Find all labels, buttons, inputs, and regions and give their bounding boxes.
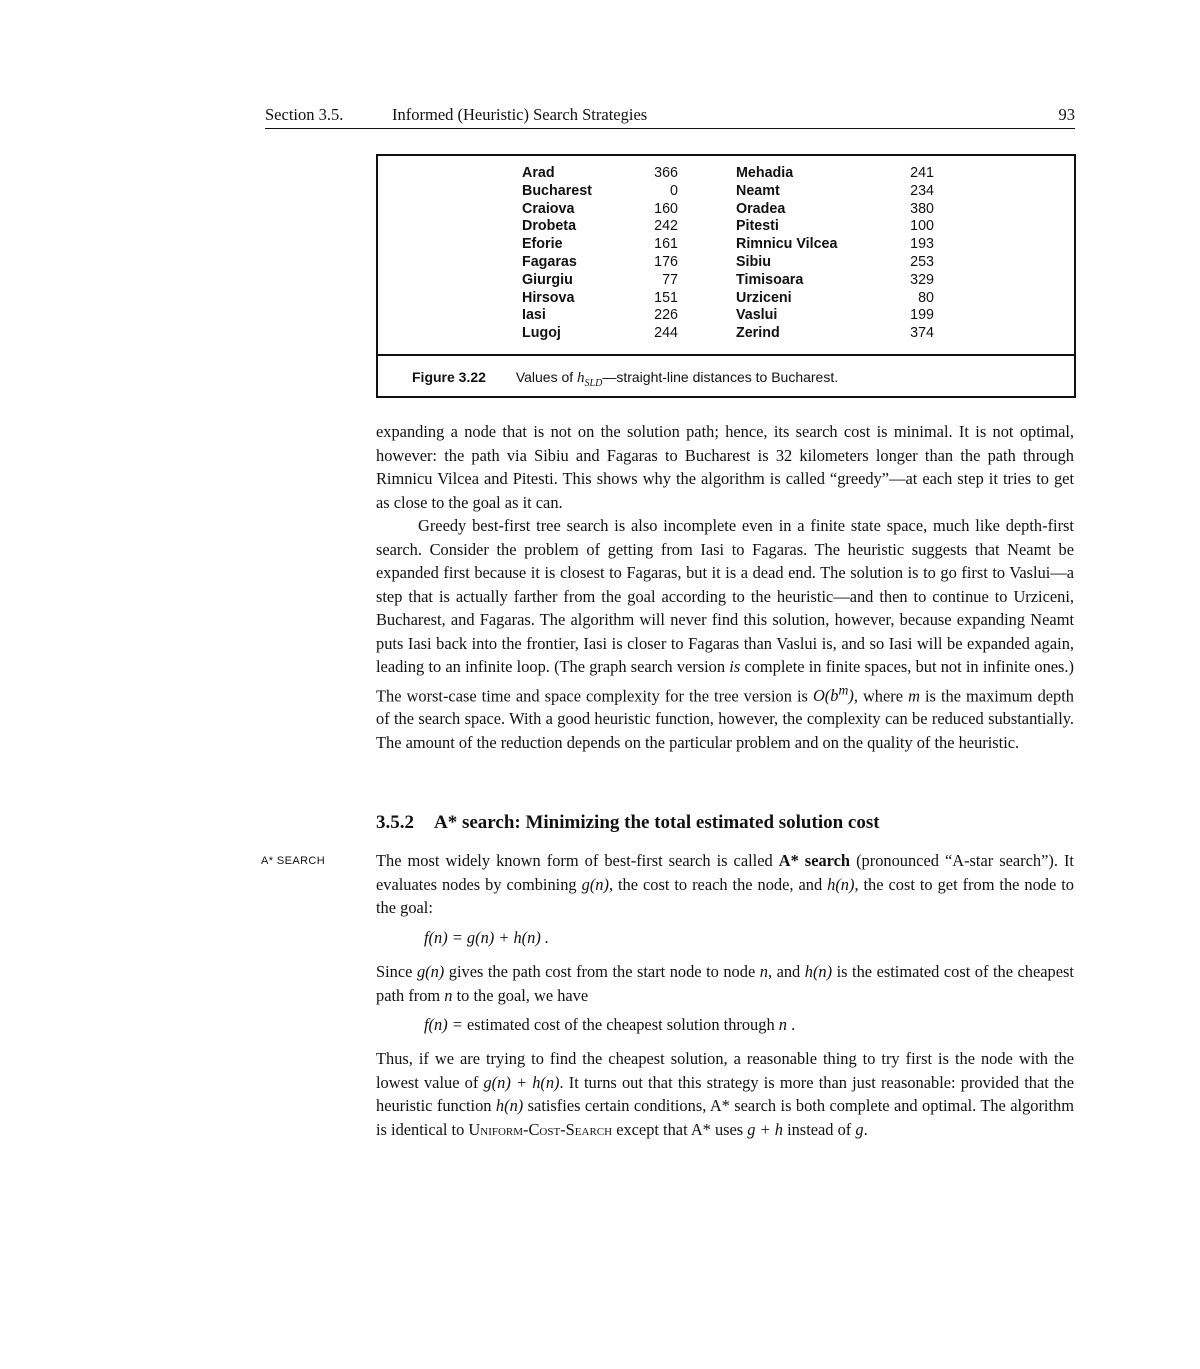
city-name: Craiova (522, 200, 575, 217)
equation-2: f(n) = estimated cost of the cheapest solution through n . (424, 1015, 796, 1034)
distance-value: 234 (910, 182, 934, 199)
distance-value: 151 (654, 289, 678, 306)
page-number: 93 (1058, 105, 1075, 124)
body-text-2 (376, 849, 1074, 920)
distance-value: 241 (910, 165, 934, 181)
distance-value: 253 (910, 253, 934, 270)
paragraph-4: Since g(n) gives the path cost from the start node to node n, and h(n) is the estimated cost of the cheapest path from n to the goal, we have (376, 962, 1074, 1005)
distance-value: 244 (654, 325, 678, 342)
hsld-symbol: $h_{SLD}$ (577, 370, 603, 389)
distance-value: 226 (654, 307, 678, 324)
city-name: Bucharest (522, 182, 592, 199)
city-name: Pitesti (736, 218, 779, 235)
section-title: A* search: Minimizing the total estimated solution cost (434, 812, 880, 833)
figure-label: Figure 3.22 (412, 369, 486, 385)
header-section: Section 3.5. (265, 105, 344, 124)
distance-value: 242 (654, 218, 678, 235)
paragraph-5: Thus, if we are trying to find the cheapest solution, a reasonable thing to try first is the node with the lowest value of g(n) + h(n). It turns out that this strategy is more than just reasonable: provided that the heuristic function h(n) satisfies certain conditions, A* search is both complete and optimal. The algorithm is identical to Uniform-Cost-Search except that A* uses g + h instead of g. (376, 1049, 1074, 1139)
city-name: Oradea (736, 200, 786, 217)
distance-value: 161 (654, 236, 678, 253)
equation-1: f(n) = g(n) + h(n) . (424, 928, 549, 947)
figure-caption (412, 369, 838, 389)
paragraph-3: The most widely known form of best-first search is called A* search (pronounced “A-star search”). It evaluates nodes by combining g(n), the cost to reach the node, and h(n), the cost to get from the node to the goal: (376, 851, 1074, 917)
distance-value: 77 (662, 271, 678, 288)
section-number: 3.5.2 (376, 812, 414, 833)
distance-value: 0 (670, 182, 678, 199)
distance-value: 329 (910, 271, 934, 288)
distance-value: 80 (918, 289, 934, 306)
running-header (265, 105, 1075, 125)
figure-separator (378, 354, 1074, 356)
body-text-3 (376, 960, 1074, 1007)
body-text-4 (376, 1047, 1074, 1141)
city-name: Eforie (522, 236, 563, 253)
city-name: Zerind (736, 325, 780, 342)
city-name: Sibiu (736, 253, 771, 270)
margin-note: A* SEARCH (261, 855, 326, 867)
city-name: Drobeta (522, 218, 577, 235)
city-name: Urziceni (736, 289, 792, 306)
caption-prefix: Values of (515, 369, 574, 385)
city-name: Arad (522, 165, 555, 181)
distance-value: 160 (654, 200, 678, 217)
paragraph-1: expanding a node that is not on the solution path; hence, its search cost is minimal. It is not optimal, however: the path via Sibiu and Fagaras to Bucharest is 32 kilometers longer than the path through Rimnicu Vilcea and Pitesti. This shows why the algorithm is called “greedy”—at each step it tries to get as close to the goal as it can. (376, 422, 1074, 512)
header-title: Informed (Heuristic) Search Strategies (392, 105, 648, 124)
distance-value: 366 (654, 165, 678, 181)
distance-value: 193 (910, 236, 934, 253)
section-heading (376, 812, 880, 834)
distance-value: 176 (654, 253, 678, 270)
city-name: Timisoara (736, 271, 804, 288)
city-name: Hirsova (522, 289, 575, 306)
city-name: Iasi (522, 307, 546, 324)
figure-3-22 (376, 154, 1076, 398)
distance-value: 199 (910, 307, 934, 324)
distance-value: 100 (910, 218, 934, 235)
city-name: Vaslui (736, 307, 778, 324)
city-name: Rimnicu Vilcea (736, 236, 838, 253)
city-name: Neamt (736, 182, 780, 199)
header-rule (265, 128, 1075, 129)
paragraph-2: Greedy best-first tree search is also incomplete even in a finite state space, much like depth-first search. Consider the problem of getting from Iasi to Fagaras. The heuristic suggests that Neamt be expanded first because it is closest to Fagaras, but it is a dead end. The solution is to go first to Vaslui—a step that is actually farther from the goal according to the heuristic—and then to continue to Urziceni, Bucharest, and Fagaras. The algorithm will never find this solution, however, because expanding Neamt puts Iasi back into the frontier, Iasi is closer to Fagaras than Vaslui is, and so Iasi will be expanded again, leading to an infinite loop. (The graph search version is complete in finite spaces, but not in infinite ones.) The worst-case time and space complexity for the tree version is $O(b^m)$, where m is the maximum depth of the search space. With a good heuristic function, however, the complexity can be reduced substantially. The amount of the reduction depends on the particular problem and on the quality of the heuristic. (376, 516, 1074, 752)
caption-suffix: —straight-line distances to Bucharest. (602, 369, 839, 385)
city-name: Fagaras (522, 253, 577, 270)
distance-value: 380 (910, 200, 934, 217)
city-name: Mehadia (736, 165, 794, 181)
city-name: Lugoj (522, 325, 561, 342)
body-text-1 (376, 420, 1074, 754)
city-name: Giurgiu (522, 271, 573, 288)
distance-value: 374 (910, 325, 934, 342)
